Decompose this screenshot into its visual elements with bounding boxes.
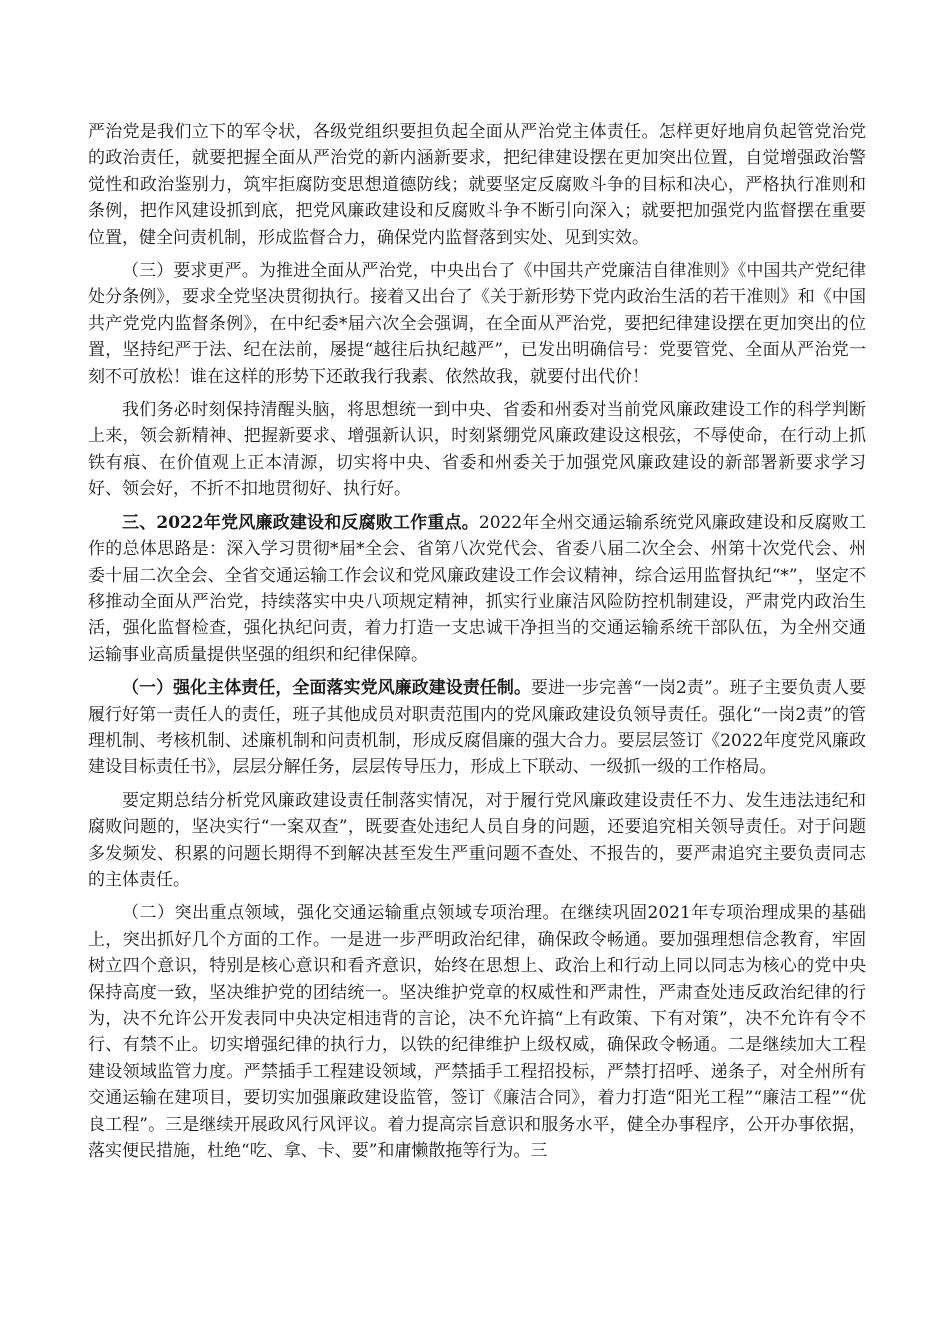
document-page — [88, 119, 866, 1171]
paragraph-2 — [88, 258, 866, 390]
paragraph-text: 要进一步完善“一岗2责”。班子主要负责人要履行好第一责任人的责任，班子其他成员对职责范围内的党风廉政建设负领导责任。强化“一岗2责”的管理机制、考核机制、述廉机制和问责机制，形成反腐倡廉的强大合力。要层层签订《2022年度党风廉政建设目标责任书》，层层分解任务，层层传导压力，形成上下联动、一级抓一级的工作格局。 — [88, 678, 866, 778]
paragraph-text: 要定期总结分析党风廉政建设责任制落实情况，对于履行党风廉政建设责任不力、发生违法违纪和腐败问题的，坚决实行“一案双查”，既要查处违纪人员自身的问题，还要追究相关领导责任。对于问题多发频发、积累的问题长期得不到解决甚至发生严重问题不查处、不报告的，要严肃追究主要负责同志的主体责任。 — [88, 790, 866, 890]
paragraph-6 — [88, 788, 866, 894]
section-heading: 三、2022年党风廉政建设和反腐败工作重点。 — [122, 512, 479, 533]
paragraph-text: （三）要求更严。为推进全面从严治党，中央出台了《中国共产党廉洁自律准则》《中国共产党纪律处分条例》，要求全党坚决贯彻执行。接着又出台了《关于新形势下党内政治生活的若干准则》和《中国共产党党内监督条例》，在中纪委*届六次全会强调，在全面从严治党，要把纪律建设摆在更加突出的位置，坚持纪严于法、纪在法前，屡提“越往后执纪越严”，已发出明确信号：党要管党、全面从严治党一刻不可放松！谁在这样的形势下还敢我行我素、依然故我，就要付出代价！ — [88, 261, 866, 387]
paragraph-text: （二）突出重点领域，强化交通运输重点领域专项治理。在继续巩固2021年专项治理成果的基础上，突出抓好几个方面的工作。一是进一步严明政治纪律，确保政令畅通。要加强理想信念教育，牢固树立四个意识，特别是核心意识和看齐意识，始终在思想上、政治上和行动上同以同志为核心的党中央保持高度一致，坚决维护党的团结统一。坚决维护党章的权威性和严肃性，严肃查处违反政治纪律的行为，决不允许公开发表同中央决定相违背的言论，决不允许搞“上有政策、下有对策”，决不允许有令不行、有禁不止。切实增强纪律的执行力，以铁的纪律维护上级权威，确保政令畅通。二是继续加大工程建设领域监管力度。严禁插手工程建设领域，严禁插手工程招投标，严禁打招呼、递条子，对全州所有交通运输在建项目，要切实加强廉政建设监管，签订《廉洁合同》，着力打造“阳光工程”“廉洁工程”“优良工程”。三是继续开展政风行风评议。着力提高宗旨意识和服务水平，健全办事程序，公开办事依据，落实便民措施，杜绝“吃、拿、卡、要”和庸懒散拖等行为。三 — [88, 903, 866, 1162]
paragraph-text: 我们务必时刻保持清醒头脑，将思想统一到中央、省委和州委对当前党风廉政建设工作的科学判断上来，领会新精神、把握新要求、增强新认识，时刻紧绷党风廉政建设这根弦，不辱使命，在行动上抓铁有痕、在价值观上正本清源，切实将中央、省委和州委关于加强党风廉政建设的新部署新要求学习好、领会好，不折不扣地贯彻好、执行好。 — [88, 400, 866, 500]
paragraph-text: 2022年全州交通运输系统党风廉政建设和反腐败工作的总体思路是：深入学习贯彻*届*全会、省第八次党代会、省委八届二次全会、州第十次党代会、州委十届二次全会、全省交通运输工作会议和党风廉政建设工作会议精神，综合运用监督执纪“*”，坚定不移推动全面从严治党，持续落实中央八项规定精神，抓实行业廉洁风险防控机制建设，严肃党内政治生活，强化监督检查，强化执纪问责，着力打造一支忠诚干净担当的交通运输系统干部队伍，为全州交通运输事业高质量提供坚强的组织和纪律保障。 — [88, 512, 866, 665]
paragraph-text: 严治党是我们立下的军令状，各级党组织要担负起全面从严治党主体责任。怎样更好地肩负起管党治党的政治责任，就要把握全面从严治党的新内涵新要求，把纪律建设摆在更加突出位置，自觉增强政治警觉性和政治鉴别力，筑牢拒腐防变思想道德防线；就要坚定反腐败斗争的目标和决心，严格执行准则和条例，把作风建设抓到底，把党风廉政建设和反腐败斗争不断引向深入；就要把加强党内监督摆在重要位置，健全问责机制，形成监督合力，确保党内监督落到实处、见到实效。 — [88, 122, 866, 248]
paragraph-1 — [88, 119, 866, 251]
subsection-heading: （一）强化主体责任，全面落实党风廉政建设责任制。 — [122, 678, 531, 699]
paragraph-7 — [88, 900, 866, 1164]
section-heading-paragraph — [88, 510, 866, 668]
paragraph-3 — [88, 397, 866, 503]
subsection-heading-paragraph — [88, 675, 866, 781]
